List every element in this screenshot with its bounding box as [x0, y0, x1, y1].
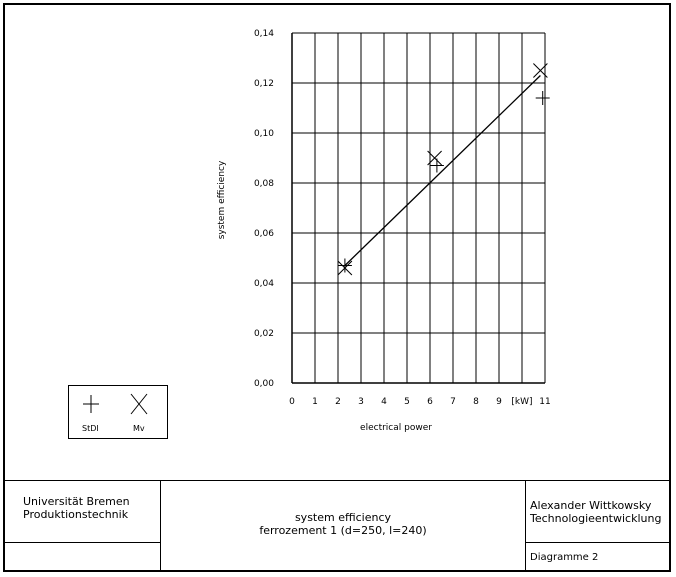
y-tick-labels [254, 29, 274, 389]
point-stdi [536, 91, 550, 105]
legend-plus-icon [83, 395, 99, 413]
x-tick-label: 11 [539, 397, 551, 407]
grid [292, 33, 545, 383]
institution-cell [4, 480, 161, 543]
x-tick-label: 1 [312, 397, 318, 407]
x-tick-label: 3 [358, 397, 364, 407]
diagram-number: Diagramme 2 [530, 552, 599, 563]
fit-line-group [345, 76, 541, 266]
y-tick-label: 0,14 [253, 29, 274, 39]
legend [68, 385, 168, 439]
x-tick-label: 0 [289, 397, 295, 407]
chart-title-cell [160, 480, 526, 572]
blank-cell [4, 542, 161, 572]
y-tick-label: 0,06 [253, 229, 274, 239]
author-name: Alexander Wittkowsky [530, 499, 652, 512]
legend-label-mv: Mv [133, 424, 145, 433]
institution-line-1: Universität Bremen [23, 495, 130, 508]
chart-subtitle: ferrozement 1 (d=250, l=240) [259, 524, 427, 537]
x-tick-labels [289, 397, 551, 407]
y-tick-label: 0,08 [253, 179, 274, 189]
x-tick-label: 2 [335, 397, 341, 407]
legend-label-stdi: StDI [82, 424, 99, 433]
y-tick-label: 0,04 [253, 279, 274, 289]
y-tick-label: 0,12 [253, 79, 274, 89]
author-dept: Technologieentwicklung [530, 512, 662, 525]
x-tick-label: 6 [427, 397, 433, 407]
legend-x-icon [131, 394, 147, 414]
x-tick-label: [kW] [511, 397, 533, 407]
diagram-number-cell [525, 542, 671, 572]
x-tick-label: 7 [450, 397, 456, 407]
axes [292, 33, 545, 383]
institution-line-2: Produktionstechnik [23, 508, 129, 521]
y-tick-label: 0,02 [253, 329, 274, 339]
chart-title: system efficiency [294, 511, 392, 524]
x-tick-label: 8 [473, 397, 479, 407]
y-tick-label: 0,00 [253, 379, 274, 389]
author-cell [525, 480, 671, 543]
y-tick-label: 0,10 [253, 129, 274, 139]
x-tick-label: 9 [496, 397, 502, 407]
x-tick-label: 4 [381, 397, 387, 407]
x-axis-label: electrical power [360, 423, 432, 433]
x-tick-label: 5 [404, 397, 410, 407]
y-axis-label: system efficiency [217, 160, 227, 240]
fit-line [345, 76, 541, 266]
